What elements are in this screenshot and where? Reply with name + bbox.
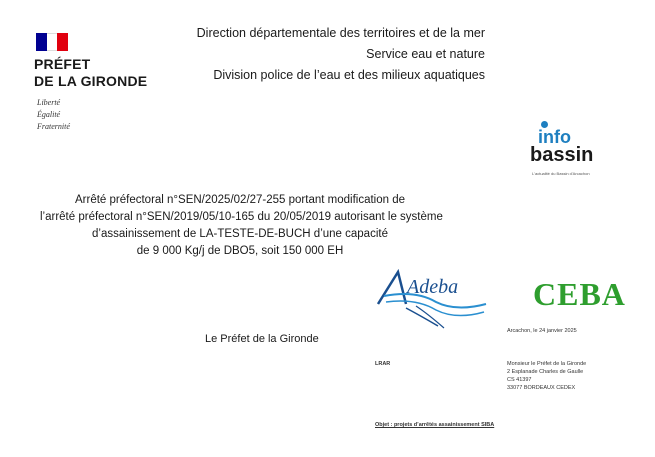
letter-objet: Objet : projets d’arrêtés assainissement SIBA [375, 422, 495, 428]
header-service: Service eau et nature [366, 47, 485, 61]
infobassin-logo-info: info [538, 127, 571, 147]
prefet-signature: Le Préfet de la Gironde [205, 333, 319, 345]
infobassin-logo-bassin: bassin [530, 144, 594, 166]
letter-address-line: CS 41397 [507, 377, 532, 383]
adeba-logo-text: Adeba [407, 276, 459, 298]
ceba-logo: CEBA [533, 276, 626, 312]
motto-egalite: Égalité [37, 110, 61, 119]
letter-date: Arcachon, le 24 janvier 2025 [507, 328, 577, 334]
motto-liberte: Liberté [37, 98, 61, 107]
letter-address-line: 33077 BORDEAUX CEDEX [507, 385, 576, 391]
french-flag-logo [36, 33, 68, 51]
header-division: Division police de l’eau et des milieux aquatiques [213, 68, 485, 82]
decree-title-line: Arrêté préfectoral n°SEN/2025/02/27-255 portant modification de [75, 194, 405, 206]
letter-address-line: 2 Esplanade Charles de Gaulle [507, 369, 584, 375]
decree-title-line: l’arrêté préfectoral n°SEN/2019/05/10-165 du 20/05/2019 autorisant le système [40, 211, 443, 223]
decree-title [40, 192, 443, 260]
infobassin-tagline: L'actualité du Bassin d'Arcachon [532, 171, 590, 176]
header-direction: Direction départementale des territoires et de la mer [196, 26, 485, 40]
prefecture-name-line1: PRÉFET [34, 56, 91, 72]
letter-lrar: LRAR [375, 361, 391, 367]
letter-address-line: Monsieur le Préfet de la Gironde [507, 361, 587, 367]
motto-fraternite: Fraternité [37, 122, 70, 131]
decree-title-line: de 9 000 Kg/j de DBO5, soit 150 000 EH [136, 245, 344, 257]
prefecture-name-line2: DE LA GIRONDE [34, 73, 148, 89]
decree-title-line: d’assainissement de LA-TESTE-DE-BUCH d’une capacité [92, 228, 388, 240]
